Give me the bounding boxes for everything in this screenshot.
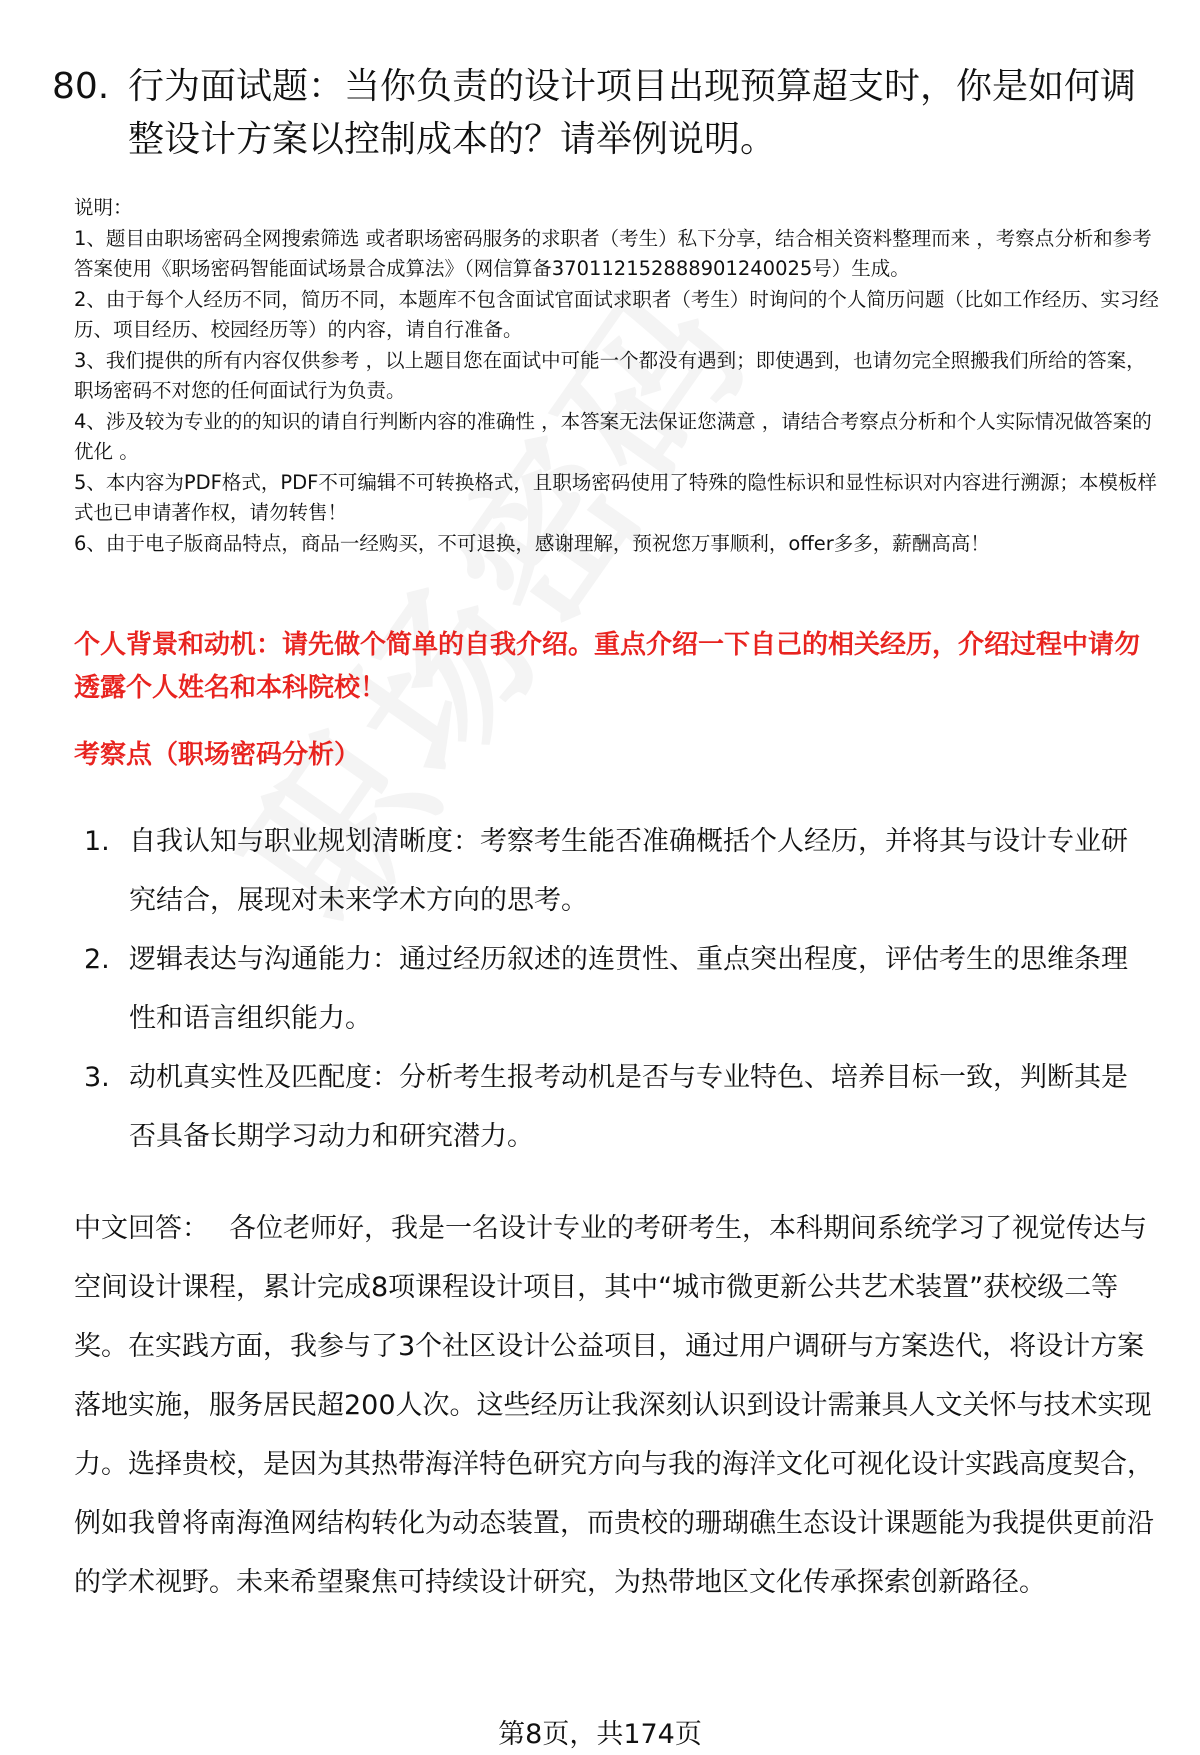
page-footer: 第8页，共174页 [498,1719,702,1750]
point-text: 逻辑表达与沟通能力：通过经历叙述的连贯性、重点突出程度，评估考生的思维条理性和语言组织能力。 [129,944,1128,1034]
analysis-points [84,812,1154,1166]
point-text: 动机真实性及匹配度：分析考生报考动机是否与专业特色、培养目标一致，判断其是否具备长期学习动力和研究潜力。 [129,1062,1128,1152]
analysis-point [84,812,1154,930]
answer-label: 中文回答： [74,1213,209,1244]
note-item: 6、由于电子版商品特点，商品一经购买，不可退换，感谢理解，预祝您万事顺利，offer多多，薪酬高高！ [74,531,990,555]
analysis-point [84,1048,1154,1166]
point-number: 1. [84,826,110,857]
note-item: 4、涉及较为专业的的知识的请自行判断内容的准确性 ，本答案无法保证您满意 ，请结合考察点分析和个人实际情况做答案的优化 。 [74,409,1152,463]
notes-heading: 说明： [74,196,133,219]
point-number: 2. [84,944,110,975]
question-number: 80. [52,66,110,107]
point-number: 3. [84,1062,110,1093]
question-title [52,60,1152,166]
notes-block [74,193,1164,559]
answer-text: 各位老师好，我是一名设计专业的考研考生，本科期间系统学习了视觉传达与空间设计课程，累计完成8项课程设计项目，其中“城市微更新公共艺术装置”获校级二等奖。在实践方面，我参与了3个社区设计公益项目，通过用户调研与方案迭代，将设计方案落地实施，服务居民超200人次。这些经历让我深刻认识到设计需兼具人文关怀与技术实现力。选择贵校，是因为其热带海洋特色研究方向与我的海洋文化可视化设计实践高度契合，例如我曾将南海渔网结构转化为动态装置，而贵校的珊瑚礁生态设计课题能为我提供更前沿的学术视野。未来希望聚焦可持续设计研究，为热带地区文化传承探索创新路径。 [74,1213,1154,1598]
question-text: 行为面试题：当你负责的设计项目出现预算超支时，你是如何调整设计方案以控制成本的？请举例说明。 [128,66,1137,160]
point-text: 自我认知与职业规划清晰度：考察考生能否准确概括个人经历，并将其与设计专业研究结合，展现对未来学术方向的思考。 [129,826,1128,916]
note-item: 2、由于每个人经历不同，简历不同，本题库不包含面试官面试求职者（考生）时询问的个人简历问题（比如工作经历、实习经历、项目经历、校园经历等）的内容，请自行准备。 [74,287,1159,341]
note-item: 5、本内容为PDF格式，PDF不可编辑不可转换格式，且职场密码使用了特殊的隐性标识和显性标识对内容进行溯源；本模板样式也已申请著作权，请勿转售！ [74,470,1157,524]
analysis-title: 考察点（职场密码分析） [74,740,361,770]
analysis-point [84,930,1154,1048]
answer-block [74,1199,1159,1612]
note-item: 1、题目由职场密码全网搜索筛选 或者职场密码服务的求职者（考生）私下分享，结合相关资料整理而来 ，考察点分析和参考答案使用《职场密码智能面试场景合成算法》（网信算备370112152888901240025号）生成。 [74,226,1152,280]
note-item: 3、我们提供的所有内容仅供参考 ，以上题目您在面试中可能一个都没有遇到；即使遇到，也请勿完全照搬我们所给的答案，职场密码不对您的任何面试行为负责。 [74,348,1146,402]
sub-question: 个人背景和动机：请先做个简单的自我介绍。重点介绍一下自己的相关经历，介绍过程中请勿透露个人姓名和本科院校！ [74,630,1141,703]
